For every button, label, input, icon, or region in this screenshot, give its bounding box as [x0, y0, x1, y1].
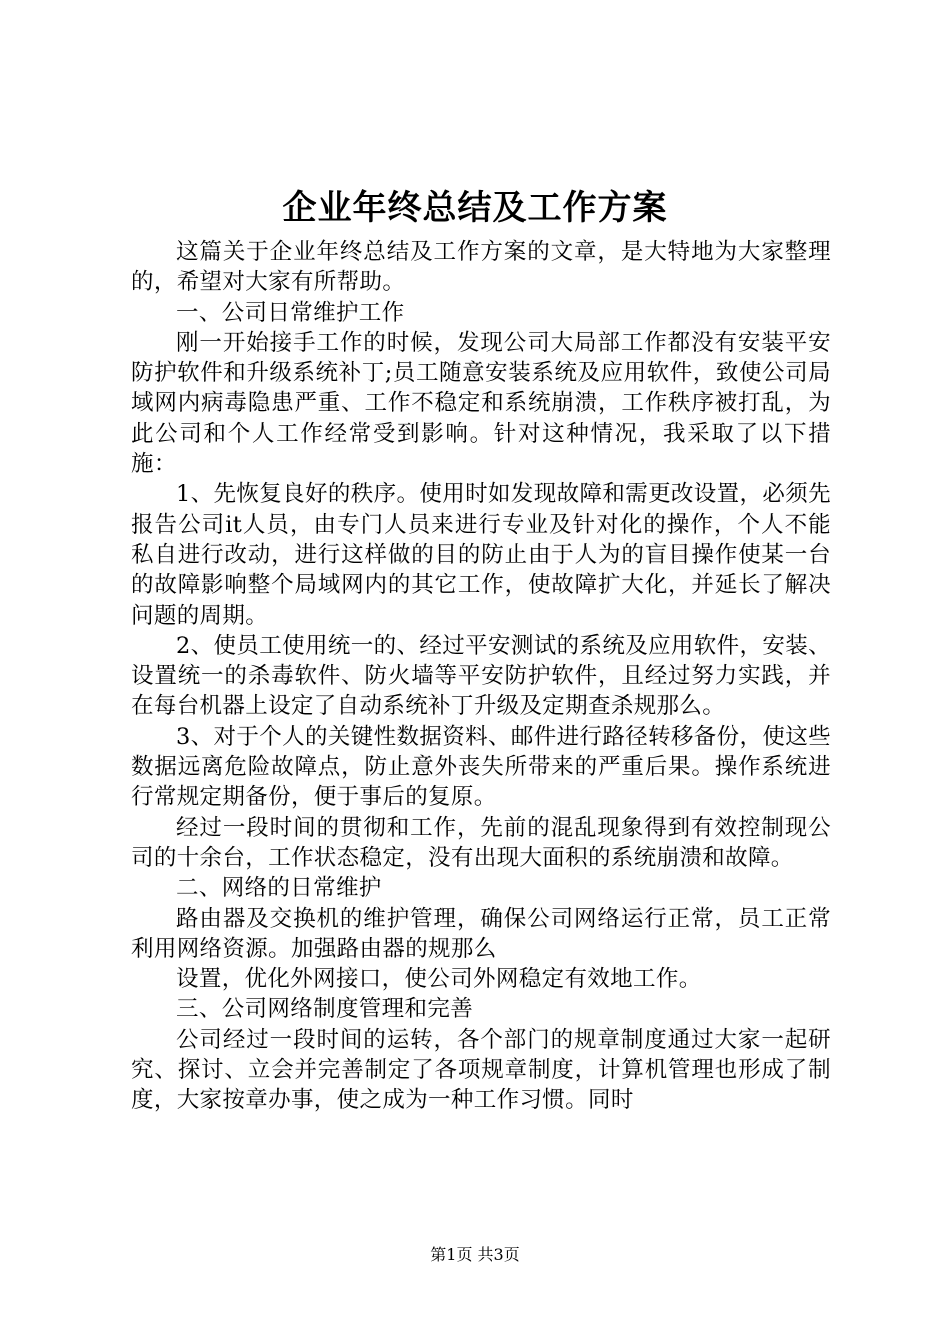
section-heading-1: 一、公司日常维护工作 [176, 299, 405, 326]
document-body [131, 237, 831, 1116]
section-heading-3: 三、公司网络制度管理和完善 [176, 996, 474, 1023]
paragraph: 刚一开始接手工作的时候，发现公司大局部工作都没有安装平安防护软件和升级系统补丁;员工随意安装系统及应用软件，致使公司局域网内病毒隐患严重、工作不稳定和系统崩溃，工作秩序被打乱，为此公司和个人工作经常受到影响。针对这种情况，我采取了以下措施： [131, 329, 831, 478]
page-footer: 第1页 共3页 [430, 1245, 520, 1264]
paragraph: 1、先恢复良好的秩序。使用时如发现故障和需更改设置，必须先报告公司it人员，由专门人员来进行专业及针对化的操作，个人不能私自进行改动，进行这样做的目的防止由于人为的盲目操作使某一台的故障影响整个局域网内的其它工作，使故障扩大化，并延长了解决问题的周期。 [131, 481, 831, 629]
paragraph: 经过一段时间的贯彻和工作，先前的混乱现象得到有效控制现公司的十余台，工作状态稳定，没有出现大面积的系统崩溃和故障。 [131, 814, 831, 871]
paragraph: 3、对于个人的关键性数据资料、邮件进行路径转移备份，使这些数据远离危险故障点，防止意外丧失所带来的严重后果。操作系统进行常规定期备份，便于事后的复原。 [131, 723, 831, 811]
paragraph: 2、使员工使用统一的、经过平安测试的系统及应用软件，安装、设置统一的杀毒软件、防火墙等平安防护软件，且经过努力实践，并在每台机器上设定了自动系统补丁升级及定期查杀规那么。 [131, 632, 831, 720]
section-heading-2: 二、网络的日常维护 [176, 875, 382, 902]
paragraph: 公司经过一段时间的运转，各个部门的规章制度通过大家一起研究、探讨、立会并完善制定了各项规章制度，计算机管理也形成了制度，大家按章办事，使之成为一种工作习惯。同时 [131, 1026, 831, 1114]
paragraph: 路由器及交换机的维护管理，确保公司网络运行正常，员工正常利用网络资源。加强路由器的规那么 [131, 905, 831, 962]
paragraph: 设置，优化外网接口，使公司外网稳定有效地工作。 [176, 966, 702, 993]
intro-paragraph: 这篇关于企业年终总结及工作方案的文章，是大特地为大家整理的，希望对大家有所帮助。 [131, 239, 831, 296]
document-title: 企业年终总结及工作方案 [282, 188, 668, 228]
